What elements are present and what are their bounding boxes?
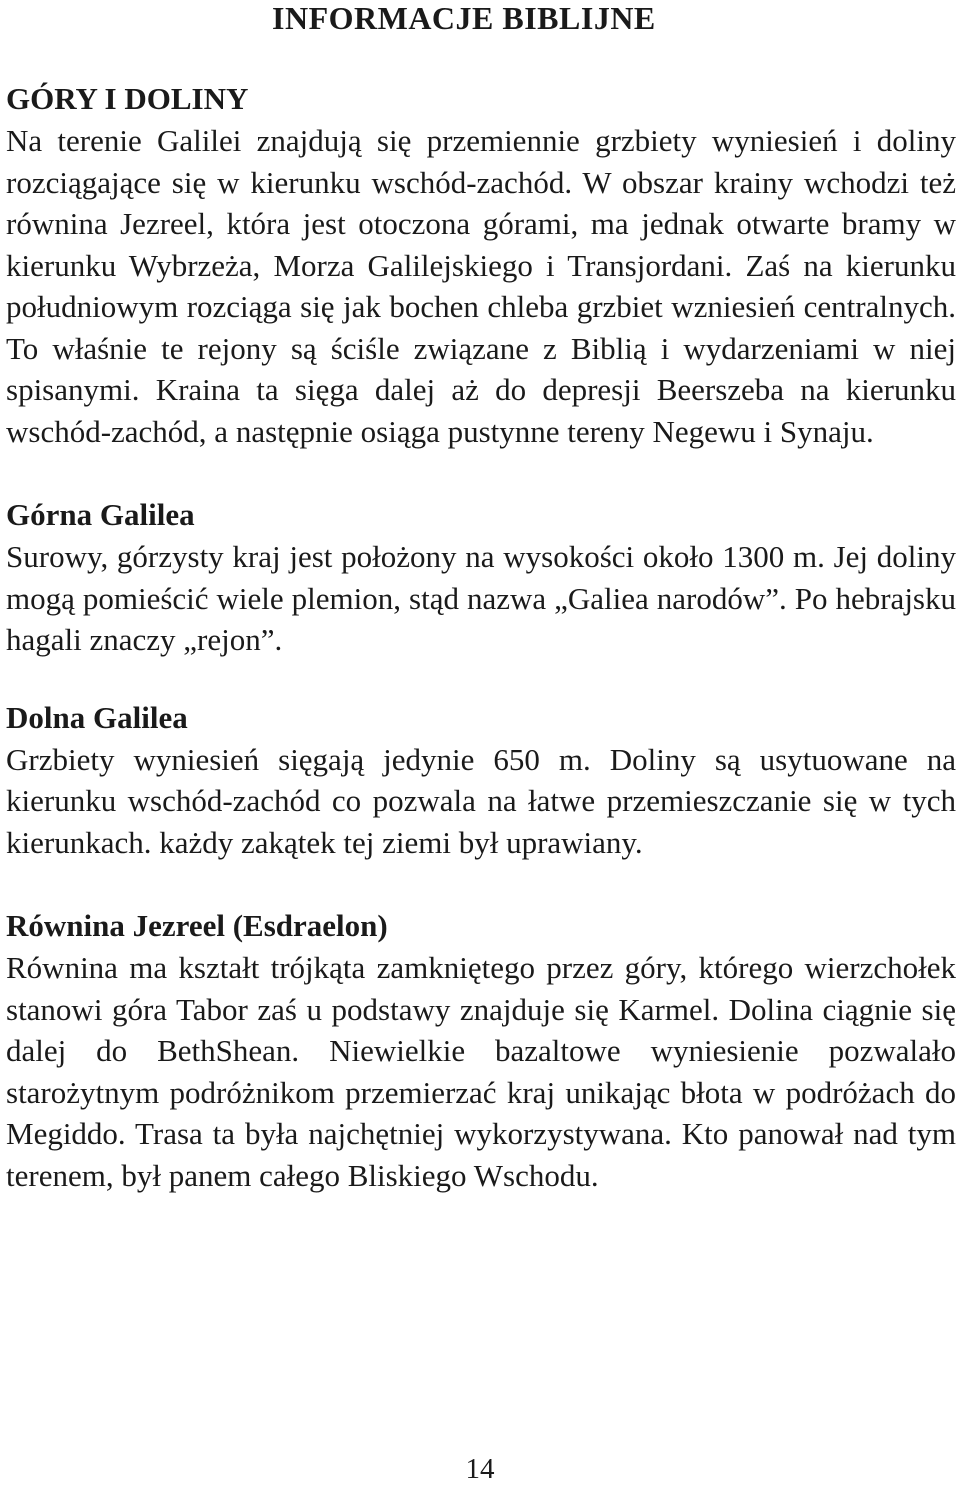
section-heading: Dolna Galilea (6, 699, 188, 735)
spacer (6, 863, 956, 907)
section-gory-i-doliny (6, 80, 956, 452)
section-heading: GÓRY I DOLINY (6, 81, 249, 116)
page-title: INFORMACJE BIBLIJNE (272, 0, 656, 36)
section-rownina-jezreel (6, 907, 956, 1196)
section-paragraph: Równina ma kształt trójkąta zamkniętego przez góry, którego wierzchołek stanowi góra Tabor zaś u podstawy znajduje się Karmel. Dolina ciągnie się dalej do BethShean. Niewielkie bazaltowe wyniesienie pozwalało starożytnym podróżnikom przemierzać kraj unikając błota w podróżach do Megiddo. Trasa ta była najchętniej wykorzystywana. Kto panował nad tym terenem, był panem całego Bliskiego Wschodu. (6, 950, 956, 1193)
spacer (6, 661, 956, 699)
section-paragraph: Na terenie Galilei znajdują się przemiennie grzbiety wyniesień i doliny rozciągające się w kierunku wschód-zachód. W obszar krainy wchodzi też równina Jezreel, która jest otoczona górami, ma jednak otwarte bramy w kierunku Wybrzeża, Morza Galilejskiego i Transjordani. Zaś na kierunku południowym rozciąga się jak bochen chleba grzbiet wzniesień centralnych. To właśnie te rejony są ściśle związane z Biblią i wydarzeniami w niej spisanymi. Kraina ta sięga dalej aż do depresji Beerszeba na kierunku wschód-zachód, a następnie osiąga pustynne tereny Negewu i Synaju. (6, 123, 956, 449)
section-paragraph: Surowy, górzysty kraj jest położony na wysokości około 1300 m. Jej doliny mogą pomieścić wiele plemion, stąd nazwa „Galiea narodów”. Po hebrajsku hagali znaczy „rejon”. (6, 539, 956, 657)
page-number: 14 (465, 1453, 495, 1485)
section-dolna-galilea (6, 699, 956, 864)
document-body (6, 80, 956, 1196)
section-heading: Równina Jezreel (Esdraelon) (6, 908, 388, 943)
section-heading: Górna Galilea (6, 497, 195, 532)
section-gorna-galilea (6, 496, 956, 661)
spacer (6, 452, 956, 496)
section-paragraph: Grzbiety wyniesień sięgają jedynie 650 m. Doliny są usytuowane na kierunku wschód-zachód co pozwala na łatwe przemieszczanie się w tych kierunkach. każdy zakątek tej ziemi był uprawiany. (6, 741, 956, 860)
